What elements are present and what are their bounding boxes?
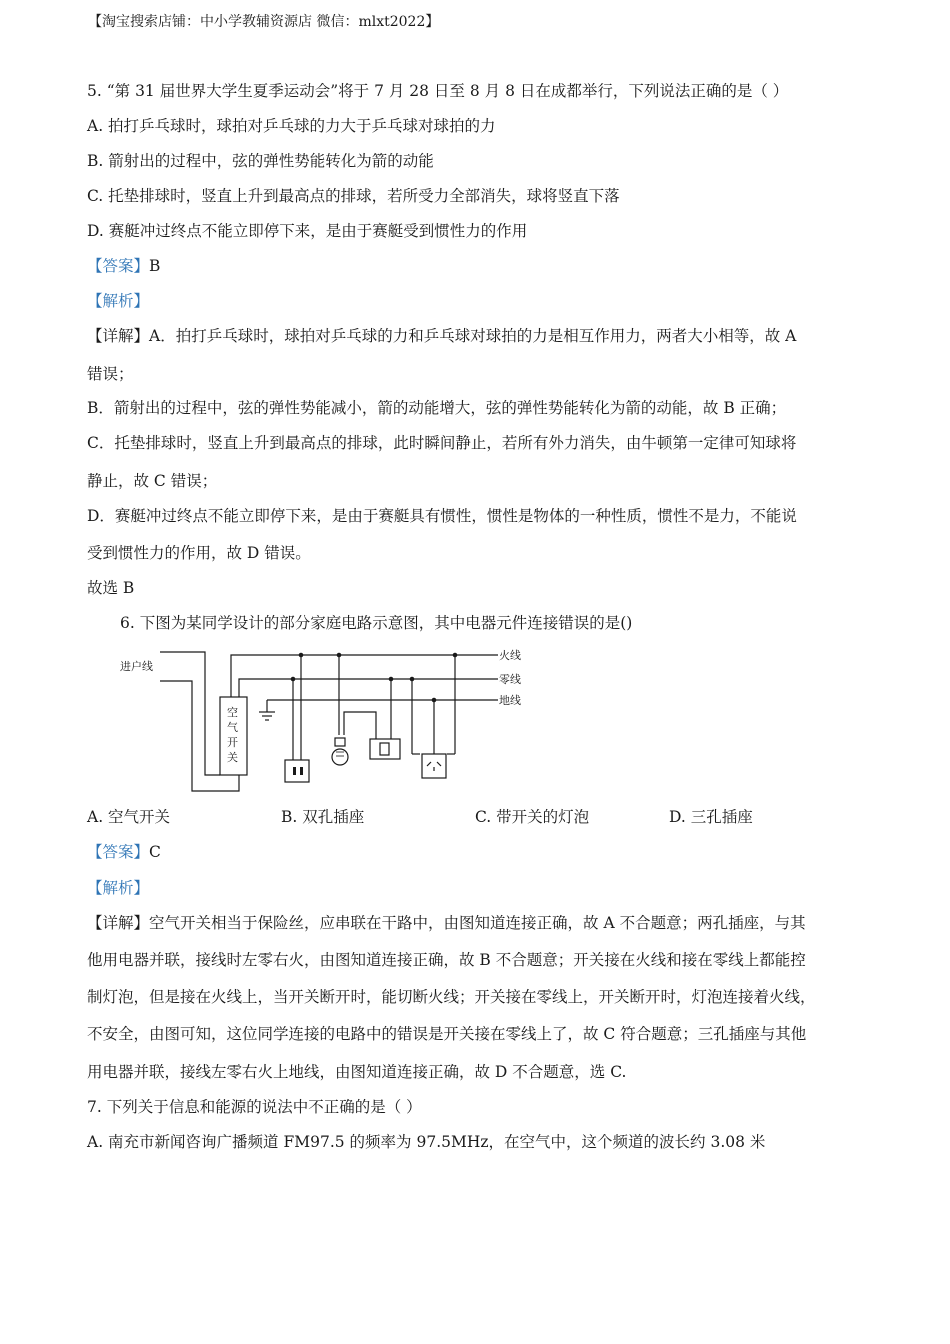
live-wire-label: 火线 [499,649,521,662]
detail-tag: 【详解】 [87,914,150,932]
q6-detail-3: 不安全，由图可知，这位同学连接的电路中的错误是开关接在零线上了，故 C 符合题意；三孔插座与其他 [87,1025,807,1043]
q6-option-b: B. 双孔插座 [281,808,365,826]
answer-value: B [149,257,161,275]
entry-line-label: 进户线 [120,660,153,673]
q6-detail-0 [87,912,806,934]
q6-detail-4: 用电器并联，接线左零右火上地线，由图知道连接正确，故 D 不合题意，选 C. [87,1063,627,1081]
q5-option-b: B. 箭射出的过程中，弦的弹性势能转化为箭的动能 [87,152,434,170]
q5-option-d: D. 赛艇冲过终点不能立即停下来，是由于赛艇受到惯性力的作用 [87,222,528,240]
switch-char: 开 [227,736,238,749]
q6-option-d: D. 三孔插座 [669,808,753,826]
ground-wire-label: 地线 [499,694,521,707]
answer-tag: 【答案】 [87,257,150,275]
q5-detail-5: D．赛艇冲过终点不能立即停下来，是由于赛艇具有惯性，惯性是物体的一种性质，惯性不是力，不能说 [87,507,797,525]
q5-stem: 5. “第 31 届世界大学生夏季运动会”将于 7 月 28 日至 8 月 8 日在成都举行，下列说法正确的是（ ） [87,82,789,100]
q6-detail-1: 他用电器并联，接线时左零右火，由图知道连接正确，故 B 不合题意；开关接在火线和接在零线上都能控 [87,951,806,969]
detail-text: 空气开关相当于保险丝，应串联在干路中，由图知道连接正确，故 A 不合题意；两孔插座，与其 [149,914,806,932]
q5-option-a: A. 拍打乒乓球时，球拍对乒乓球的力大于乒乓球对球拍的力 [87,117,496,135]
q5-detail-3: C．托垫排球时，竖直上升到最高点的排球，此时瞬间静止，若所有外力消失，由牛顿第一定律可知球将 [87,434,797,452]
answer-tag: 【答案】 [87,843,150,861]
q5-detail-6: 受到惯性力的作用，故 D 错误。 [87,544,311,562]
switch-char: 空 [227,706,238,719]
q7-stem: 7. 下列关于信息和能源的说法中不正确的是（ ） [87,1098,422,1116]
switch-char: 关 [227,751,238,764]
q5-answer [87,255,160,277]
page-header: 【淘宝搜索店铺：中小学教辅资源店 微信：mlxt2022】 [88,14,440,30]
q5-option-c: C. 托垫排球时，竖直上升到最高点的排球，若所受力全部消失，球将竖直下落 [87,187,620,205]
q6-detail-2: 制灯泡，但是接在火线上，当开关断开时，能切断火线；开关接在零线上，开关断开时，灯泡连接着火线， [87,988,816,1006]
q5-detail-7: 故选 B [87,579,135,597]
switch-char: 气 [227,721,238,734]
q5-detail-0 [87,325,796,347]
q6-option-c: C. 带开关的灯泡 [475,808,590,826]
detail-tag: 【详解】 [87,327,150,345]
q7-option-a: A. 南充市新闻咨询广播频道 FM97.5 的频率为 97.5MHz，在空气中，这个频道的波长约 3.08 米 [87,1133,766,1151]
neutral-wire-label: 零线 [499,673,521,686]
answer-value: C [149,843,161,861]
detail-text: A．拍打乒乓球时，球拍对乒乓球的力和乒乓球对球拍的力是相互作用力，两者大小相等，故 A [149,327,797,345]
q5-analysis-tag: 【解析】 [87,292,150,310]
q6-stem: 6. 下图为某同学设计的部分家庭电路示意图，其中电器元件连接错误的是() [120,614,633,632]
q6-option-a: A. 空气开关 [87,808,171,826]
q5-detail-1: 错误； [87,365,134,383]
circuit-diagram [110,640,550,800]
q6-analysis-tag: 【解析】 [87,879,150,897]
q6-answer [87,841,161,863]
q5-detail-4: 静止，故 C 错误； [87,472,218,490]
q5-detail-2: B．箭射出的过程中，弦的弹性势能减小，箭的动能增大，弦的弹性势能转化为箭的动能，故 B 正确； [87,399,787,417]
